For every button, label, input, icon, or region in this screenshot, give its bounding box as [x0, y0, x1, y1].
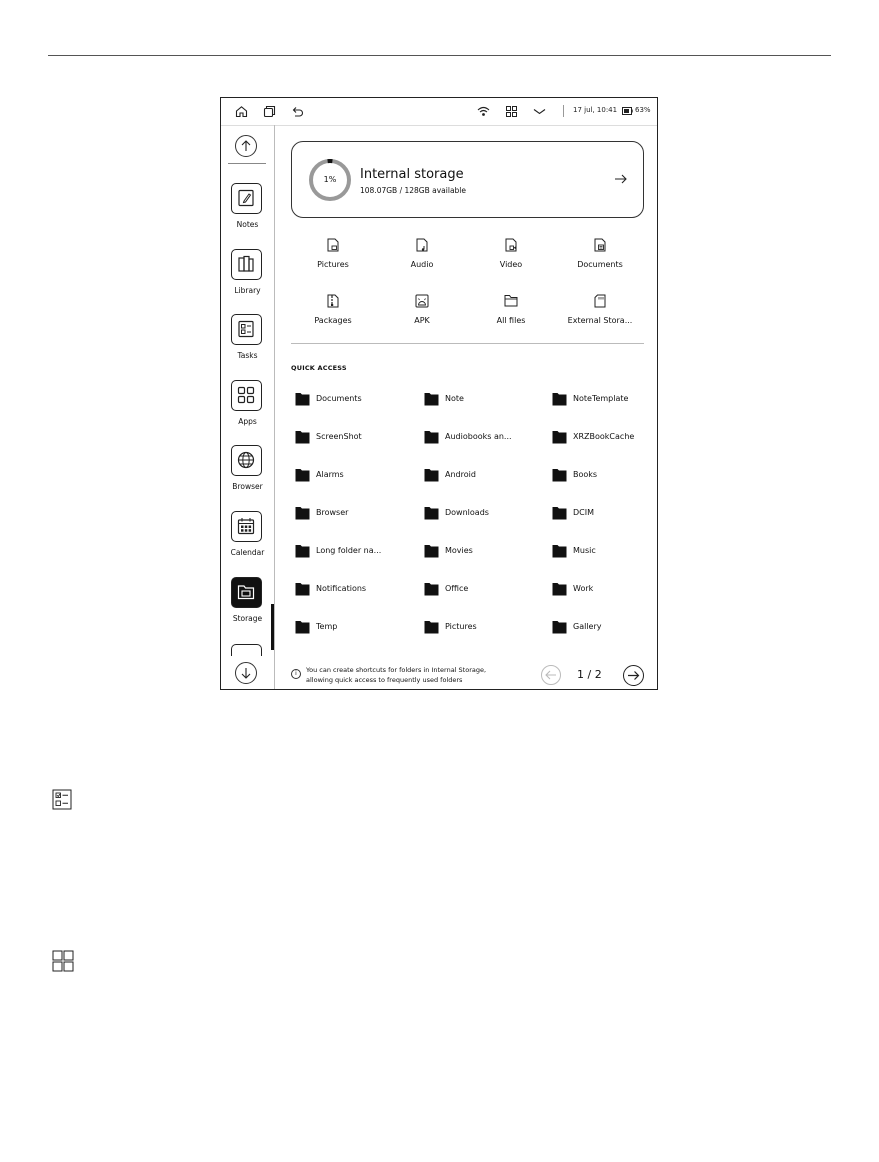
folder-name: NoteTemplate — [573, 394, 629, 403]
quick-access-folder[interactable] — [291, 580, 416, 598]
apps-app-tile — [231, 380, 262, 411]
folder-icon — [295, 392, 310, 406]
next-page-button[interactable] — [623, 665, 644, 686]
folder-name: Books — [573, 470, 598, 479]
folder-name: Note — [445, 394, 464, 403]
sidebar-label: Library — [234, 286, 261, 295]
sidebar-divider — [228, 163, 266, 164]
folder-icon — [424, 392, 439, 406]
sidebar-label: Storage — [232, 614, 263, 623]
folder-name: ScreenShot — [316, 432, 362, 441]
sidebar-label: Browser — [232, 482, 263, 491]
folder-name: Alarms — [316, 470, 344, 479]
arrow-down-icon — [236, 663, 256, 683]
folder-name: Temp — [316, 622, 338, 631]
date-time: 17 jul, 10:41 — [573, 106, 618, 114]
category-label: APK — [414, 316, 430, 325]
folder-icon — [424, 430, 439, 444]
folder-name: Movies — [445, 546, 473, 555]
arrow-right-icon — [624, 666, 643, 685]
sidebar-item-apps[interactable] — [221, 380, 274, 440]
sidebar-label: Apps — [238, 417, 257, 426]
tasks-icon — [237, 320, 255, 338]
folder-name: Downloads — [445, 508, 489, 517]
category-packages[interactable] — [289, 294, 377, 334]
folder-name: XRZBookCache — [573, 432, 635, 441]
quick-access-heading: QUICK ACCESS — [291, 364, 347, 372]
info-icon: i — [291, 669, 301, 679]
folder-icon — [295, 582, 310, 596]
calendar-app-tile — [231, 511, 262, 542]
library-icon — [237, 255, 255, 273]
active-indicator — [271, 604, 274, 650]
quick-access-folder[interactable] — [420, 618, 545, 636]
device-screen — [220, 97, 658, 690]
quick-access-folder[interactable] — [291, 390, 416, 408]
folder-icon — [424, 468, 439, 482]
category-label: Documents — [577, 260, 623, 269]
status-separator — [563, 105, 564, 117]
storage-app-tile — [231, 577, 262, 608]
tip-line: You can create shortcuts for folders in Internal Storage, — [306, 666, 487, 674]
packages-icon — [327, 294, 339, 308]
category-pictures[interactable] — [289, 238, 377, 278]
apk-icon — [415, 294, 429, 308]
battery-icon — [622, 107, 633, 115]
quick-access-folder[interactable] — [420, 542, 545, 560]
folder-icon — [295, 544, 310, 558]
folder-name: Long folder na... — [316, 546, 382, 555]
category-apk[interactable] — [378, 294, 466, 334]
folder-name: Work — [573, 584, 594, 593]
folder-name: DCIM — [573, 508, 595, 517]
folder-name: Audiobooks an... — [445, 432, 512, 441]
apps-icon — [52, 950, 74, 972]
quick-access-folder[interactable] — [420, 428, 545, 446]
category-label: Video — [499, 260, 523, 269]
folder-icon — [552, 544, 567, 558]
library-app-tile — [231, 249, 262, 280]
folder-icon — [424, 620, 439, 634]
folder-icon — [552, 430, 567, 444]
home-icon[interactable] — [235, 105, 248, 118]
sidebar-item-storage[interactable] — [221, 577, 274, 637]
app-grid-icon[interactable] — [505, 105, 518, 118]
quick-access-folder[interactable] — [420, 390, 545, 408]
arrow-right-icon — [614, 172, 628, 186]
category-label: Pictures — [317, 260, 349, 269]
category-video[interactable] — [467, 238, 555, 278]
folder-name: Documents — [316, 394, 362, 403]
category-label: All files — [496, 316, 526, 325]
quick-access-folder[interactable] — [420, 466, 545, 484]
sidebar-item-notes[interactable] — [221, 183, 274, 243]
folder-icon — [295, 506, 310, 520]
sd-card-icon — [594, 294, 606, 308]
sidebar-label: Tasks — [237, 351, 258, 360]
folder-name: Gallery — [573, 622, 602, 631]
quick-access-tip — [306, 665, 536, 685]
folder-name: Browser — [316, 508, 349, 517]
sidebar-item-tasks[interactable] — [221, 314, 274, 374]
storage-available: 108.07GB / 128GB available — [360, 186, 467, 195]
video-icon — [505, 238, 517, 252]
category-external-storage[interactable] — [556, 294, 644, 334]
quick-access-folder[interactable] — [548, 428, 658, 446]
quick-access-folder[interactable] — [548, 580, 658, 598]
folder-icon — [424, 544, 439, 558]
storage-title: Internal storage — [360, 167, 464, 182]
tasks-app-tile — [231, 314, 262, 345]
wifi-icon[interactable] — [477, 105, 490, 118]
folder-icon — [295, 468, 310, 482]
category-audio[interactable] — [378, 238, 466, 278]
folder-name: Notifications — [316, 584, 367, 593]
quick-access-folder[interactable] — [291, 618, 416, 636]
folder-name: Office — [445, 584, 469, 593]
folder-icon — [552, 582, 567, 596]
section-divider — [291, 343, 644, 344]
folder-outline-icon — [504, 294, 518, 307]
audio-icon — [416, 238, 428, 252]
folder-icon — [295, 430, 310, 444]
scroll-down-button[interactable] — [235, 662, 257, 684]
globe-icon — [237, 451, 255, 469]
sidebar-item-calendar[interactable] — [221, 511, 274, 571]
folder-name: Android — [445, 470, 476, 479]
browser-app-tile — [231, 445, 262, 476]
sidebar-label: Calendar — [230, 548, 265, 557]
category-label: External Stora... — [567, 316, 633, 325]
quick-access-folder[interactable] — [548, 504, 658, 522]
arrow-up-icon — [236, 136, 256, 156]
sidebar-item-browser[interactable] — [221, 445, 274, 505]
chevron-down-icon[interactable] — [533, 105, 546, 118]
previous-page-button[interactable] — [541, 665, 561, 685]
category-documents[interactable] — [556, 238, 644, 278]
category-all-files[interactable] — [467, 294, 555, 334]
documents-icon — [594, 238, 606, 252]
notes-app-tile — [231, 183, 262, 214]
quick-access-folder[interactable] — [291, 466, 416, 484]
folder-icon — [552, 506, 567, 520]
quick-access-folder[interactable] — [291, 428, 416, 446]
folder-icon — [424, 582, 439, 596]
notes-icon — [237, 189, 255, 207]
internal-storage-card[interactable] — [291, 141, 644, 218]
status-bar — [221, 98, 657, 126]
folder-name: Music — [573, 546, 596, 555]
category-label: Packages — [314, 316, 352, 325]
quick-access-folder[interactable] — [291, 542, 416, 560]
quick-access-folder[interactable] — [548, 390, 658, 408]
folder-icon — [295, 620, 310, 634]
quick-access-folder[interactable] — [548, 618, 658, 636]
quick-access-folder[interactable] — [420, 580, 545, 598]
storage-percent: 1% — [323, 175, 337, 184]
arrow-left-icon — [542, 666, 560, 684]
quick-access-folder[interactable] — [420, 504, 545, 522]
recent-apps-icon[interactable] — [263, 105, 276, 118]
calendar-icon — [237, 517, 255, 535]
tasks-icon — [52, 789, 72, 810]
quick-access-folder[interactable] — [548, 542, 658, 560]
pictures-icon — [327, 238, 339, 252]
quick-access-folder[interactable] — [548, 466, 658, 484]
folder-icon — [424, 506, 439, 520]
folder-icon — [552, 468, 567, 482]
folder-icon — [552, 392, 567, 406]
folder-name: Pictures — [445, 622, 477, 631]
sidebar — [221, 125, 275, 690]
storage-icon — [237, 583, 255, 601]
apps-icon — [237, 386, 255, 404]
quick-access-folder[interactable] — [291, 504, 416, 522]
battery-level: 63% — [635, 106, 651, 114]
scroll-up-button[interactable] — [235, 135, 257, 157]
tip-line: allowing quick access to frequently used folders — [306, 676, 463, 684]
folder-icon — [552, 620, 567, 634]
sidebar-label: Notes — [236, 220, 259, 229]
page-header-rule — [48, 55, 831, 56]
back-icon[interactable] — [291, 105, 304, 118]
category-label: Audio — [410, 260, 434, 269]
page-indicator: 1 / 2 — [577, 668, 602, 681]
sidebar-item-partial[interactable] — [231, 644, 262, 656]
sidebar-item-library[interactable] — [221, 249, 274, 309]
